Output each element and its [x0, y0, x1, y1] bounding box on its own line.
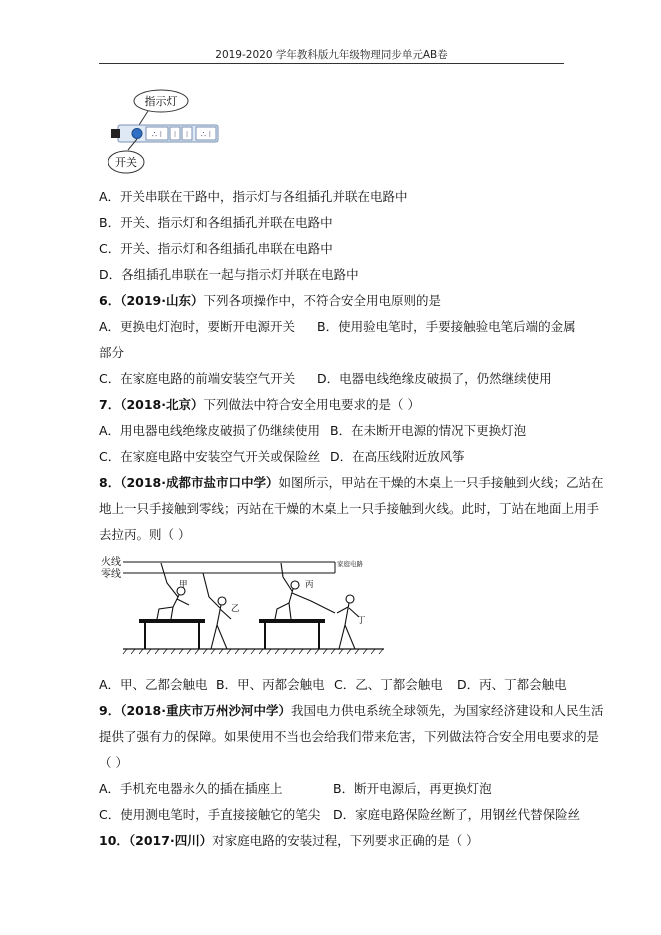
header-rule: [99, 63, 564, 64]
q6-source: （2019·山东）: [120, 293, 204, 308]
indicator-label: 指示灯: [144, 95, 178, 108]
q8-source: （2018·成都市盐市口中学）: [120, 475, 279, 490]
q5-option-a: A．开关串联在干路中，指示灯与各组插孔并联在电路中: [99, 189, 408, 204]
q8-stem-text-1: 如图所示，甲站在干燥的木桌上一只手接触到火线；乙站在: [278, 475, 604, 490]
label-bing: 丙: [305, 580, 314, 590]
q8-option-a: A．甲、乙都会触电: [99, 677, 208, 692]
q5-option-c: C．开关、指示灯和各组插孔串联在电路中: [99, 241, 333, 256]
q10-number: 10．: [99, 833, 129, 848]
q10-stem-text: 对家庭电路的安装过程，下列要求正确的是（ ）: [212, 833, 479, 848]
q9-option-d: D．家庭电路保险丝断了，用钢丝代替保险丝: [333, 807, 581, 822]
q9-stem-text-1: 我国电力供电系统全球领先，为国家经济建设和人民生活: [291, 703, 604, 718]
q9-option-a: A．手机充电器永久的插在插座上: [99, 781, 283, 796]
switch-button-icon: [132, 129, 142, 139]
q8-number: 8．: [99, 475, 121, 490]
wooden-table-1: [139, 619, 205, 623]
svg-text:⁝: ⁝: [173, 130, 177, 139]
plug-cord-icon: [111, 129, 120, 138]
q8-stem: [99, 474, 604, 492]
q8-stem-line-3: 去拉丙。则（ ）: [99, 527, 191, 542]
circuit-people-figure: [99, 553, 389, 663]
q9-stem: [99, 702, 604, 720]
live-wire-label: 火线: [101, 557, 121, 568]
q9-option-c: C．使用测电笔时，手直接接触它的笔尖: [99, 807, 321, 822]
q6-stem-text: 下列各项操作中，不符合安全用电原则的是: [203, 293, 442, 308]
power-strip-figure: [108, 88, 228, 176]
q7-number: 7．: [99, 397, 121, 412]
q7-stem: [99, 396, 420, 414]
q7-source: （2018·北京）: [120, 397, 204, 412]
svg-text:⁝: ⁝: [185, 130, 189, 139]
q8-option-b: B．甲、丙都会触电: [216, 677, 325, 692]
q6-option-b: B．使用验电笔时，手要接触验电笔后端的金属: [317, 319, 576, 334]
label-yi: 乙: [231, 604, 240, 614]
q6-option-c: C．在家庭电路的前端安装空气开关: [99, 371, 296, 386]
q7-option-c: C．在家庭电路中安装空气开关或保险丝: [99, 449, 321, 464]
q6-option-d: D．电器电线绝缘皮破损了，仍然继续使用: [317, 371, 552, 386]
q7-option-a: A．用电器电线绝缘皮破损了仍继续使用: [99, 423, 321, 438]
q6-stem: [99, 292, 441, 310]
person-ding: [337, 595, 359, 649]
neutral-wire-label: 零线: [101, 569, 121, 580]
q8-option-c: C．乙、丁都会触电: [334, 677, 443, 692]
q9-stem-line-3: （ ）: [99, 755, 128, 770]
q8-option-d: D．丙、丁都会触电: [457, 677, 567, 692]
person-bing: [275, 563, 335, 619]
q7-stem-text: 下列做法中符合安全用电要求的是（ ）: [203, 397, 420, 412]
svg-text:∴ ⁝: ∴ ⁝: [200, 130, 212, 139]
wooden-table-2: [259, 619, 325, 623]
q7-option-b: B．在未断开电源的情况下更换灯泡: [330, 423, 527, 438]
q8-stem-line-2: 地上一只手接触到零线；丙站在干燥的木桌上一只手接触到火线。此时，丁站在地面上用手: [99, 501, 600, 516]
q9-stem-line-2: 提供了强有力的保障。如果使用不当也会给我们带来危害，下列做法符合安全用电要求的是: [99, 729, 600, 744]
switch-label: 开关: [115, 156, 137, 169]
person-jia: [157, 563, 189, 619]
q9-number: 9．: [99, 703, 121, 718]
label-ding: 丁: [357, 616, 366, 626]
q6-option-b-cont: 部分: [99, 345, 125, 360]
label-jia: 甲: [179, 580, 188, 590]
q10-source: （2017·四川）: [128, 833, 213, 848]
person-yi: [203, 573, 231, 649]
q7-option-d: D．在高压线附近放风筝: [330, 449, 465, 464]
q6-number: 6．: [99, 293, 121, 308]
q10-stem: [99, 832, 479, 850]
page-header: 2019-2020 学年教科版九年级物理同步单元AB卷: [215, 49, 448, 61]
q5-option-d: D．各组插孔串联在一起与指示灯并联在电路中: [99, 267, 359, 282]
svg-text:∴ ⁝: ∴ ⁝: [151, 130, 163, 139]
q5-option-b: B．开关、指示灯和各组插孔并联在电路中: [99, 215, 333, 230]
home-circuit-label: 家庭电路: [337, 560, 363, 568]
q9-option-b: B．断开电源后，再更换灯泡: [333, 781, 492, 796]
q9-source: （2018·重庆市万州沙河中学）: [120, 703, 291, 718]
q6-option-a: A．更换电灯泡时，要断开电源开关: [99, 319, 296, 334]
